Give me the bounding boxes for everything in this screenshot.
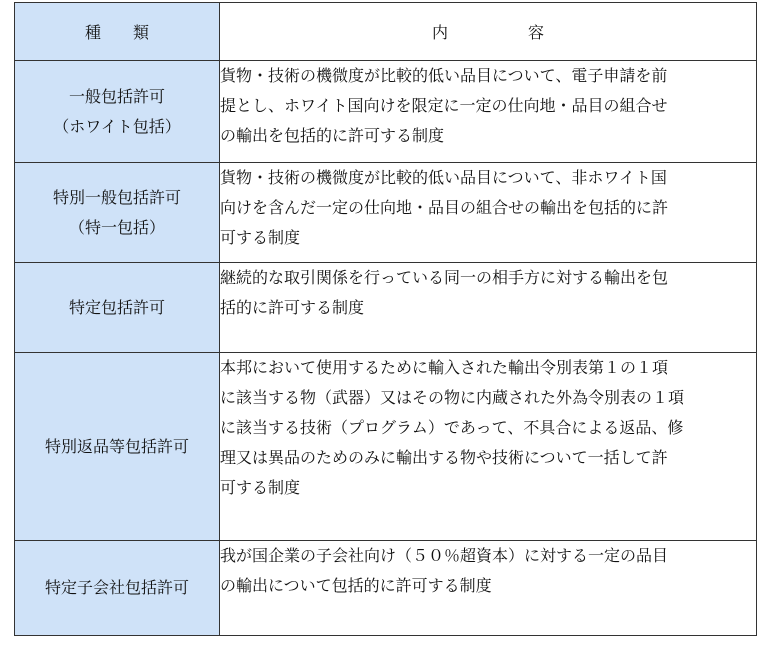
table-row <box>15 263 757 353</box>
table-row <box>15 541 757 636</box>
permit-description <box>220 263 757 353</box>
permit-kind <box>15 541 220 636</box>
permit-description-line: 可する制度 <box>220 228 301 247</box>
table-row <box>15 353 757 541</box>
permit-description-line: 向けを含んだ一定の仕向地・品目の組合せの輸出を包括的に許 <box>220 198 669 217</box>
permit-kind <box>15 163 220 263</box>
permit-kind-line: 特別一般包括許可 <box>52 187 181 207</box>
permit-kind-line: 特定包括許可 <box>68 297 165 317</box>
table-header-row <box>15 3 757 61</box>
permit-kind-line: 一般包括許可 <box>68 86 165 106</box>
permit-description-line: に該当する物（武器）又はその物に内蔵された外為令別表の１項 <box>220 388 685 407</box>
permit-kind <box>15 353 220 541</box>
permit-description-line: の輸出について包括的に許可する制度 <box>220 576 492 595</box>
permit-description-line: 可する制度 <box>220 478 301 497</box>
permit-description <box>220 353 757 541</box>
permit-description-line: 貨物・技術の機微度が比較的低い品目について、電子申請を前 <box>220 66 668 85</box>
permit-types-table <box>14 2 757 636</box>
table-row <box>15 61 757 163</box>
permit-description-line: 括的に許可する制度 <box>220 298 365 317</box>
permit-description-line: 本邦において使用するために輸入された輸出令別表第１の１項 <box>220 358 669 377</box>
permit-kind-line: 特定子会社包括許可 <box>44 578 189 597</box>
permit-kind-line: （特一包括） <box>68 217 165 237</box>
permit-description-line: 我が国企業の子会社向け（５０％超資本）に対する一定の品目 <box>220 546 669 565</box>
permit-description-line: 貨物・技術の機微度が比較的低い品目について、非ホワイト国 <box>220 168 667 187</box>
permit-kind-line: 特別返品等包括許可 <box>44 436 189 456</box>
header-content: 内 容 <box>220 3 757 61</box>
permit-kind-line: （ホワイト包括） <box>53 116 181 136</box>
permit-description-line: 理又は異品のためのみに輸出する物や技術について一括して許 <box>220 448 668 467</box>
permit-description-line: に該当する技術（プログラム）であって、不具合による返品、修 <box>220 418 684 437</box>
permit-description <box>220 163 757 263</box>
permit-description-line: 継続的な取引関係を行っている同一の相手方に対する輸出を包 <box>220 268 669 287</box>
permit-description <box>220 61 757 163</box>
table-row <box>15 163 757 263</box>
permit-kind <box>15 61 220 163</box>
permit-description <box>220 541 757 636</box>
permit-kind <box>15 263 220 353</box>
header-kind: 種 類 <box>15 3 220 61</box>
permit-description-line: の輸出を包括的に許可する制度 <box>220 126 445 145</box>
permit-description-line: 提とし、ホワイト国向けを限定に一定の仕向地・品目の組合せ <box>220 96 668 115</box>
